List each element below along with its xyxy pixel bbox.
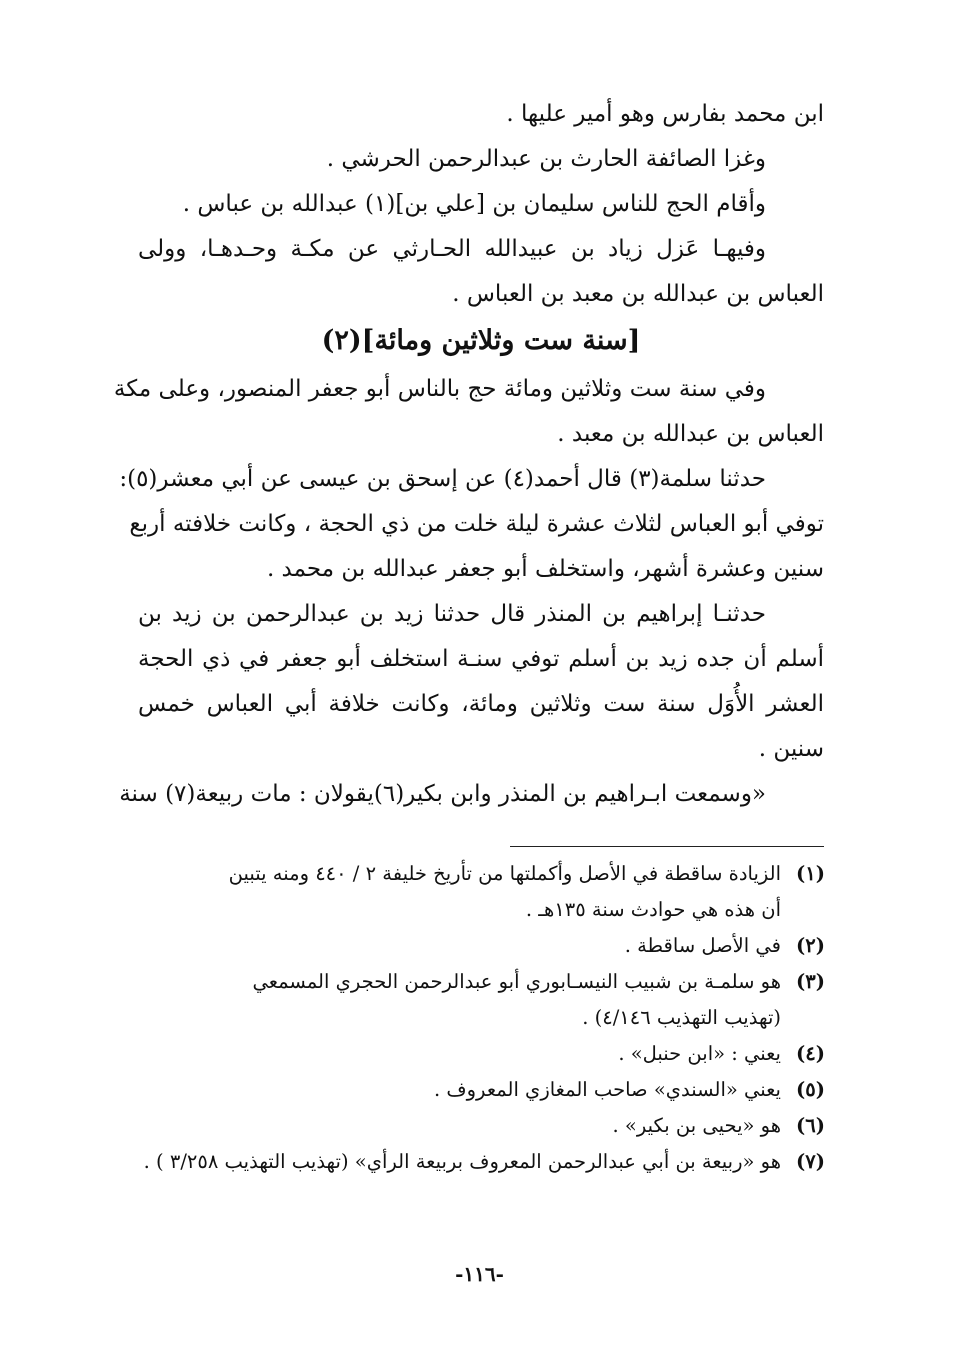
footnote-item <box>60 856 825 928</box>
footnote-number: (١) <box>796 862 825 885</box>
footnote-item <box>60 1036 825 1072</box>
footnote-body <box>60 1108 781 1144</box>
text-line: حدثنا سلمة(٣) قال أحمد(٤) عن إسحق بن عيسى عن أبي معشر(٥): <box>119 466 766 492</box>
main-text-block <box>113 92 824 817</box>
footnote-number: (٧) <box>796 1150 825 1173</box>
footnote-number: (٥) <box>796 1078 825 1101</box>
footnote-body <box>60 856 781 928</box>
footnote-item <box>60 928 825 964</box>
footnote-number: (٦) <box>796 1114 825 1137</box>
footnotes <box>60 856 825 1180</box>
footnote-item <box>60 1108 825 1144</box>
text-line: العباس بن عبدالله بن معبد . <box>557 421 824 447</box>
footnote-text: الزيادة ساقطة في الأصل وأكملتها من تأريخ خليفة ٢ / ٤٤٠ ومنه يتبين <box>228 862 781 885</box>
footnote-continuation: أن هذه هي حوادث سنة ١٣٥هـ . <box>525 898 781 921</box>
footnote-text: يعني : «ابن حنبل» . <box>618 1042 781 1065</box>
footnote-item <box>60 1072 825 1108</box>
text-line: «وسمعت ابـراهيم بن المنذر وابن بكير(٦)يقولان : مات ربيعة(٧) سنة <box>119 781 766 807</box>
footnote-body <box>60 964 781 1036</box>
footnote-text: هو «يحيى بن بكير» . <box>612 1114 781 1137</box>
footnote-item <box>60 1144 825 1180</box>
footnote-text: في الأصل ساقطة . <box>624 934 781 957</box>
footnote-number: (٤) <box>796 1042 825 1065</box>
text-line: ابن محمد بفارس وهو أمير عليها . <box>506 101 824 127</box>
footnote-text: يعني «السندي» صاحب المغازي المعروف . <box>434 1078 781 1101</box>
footnote-item <box>60 964 825 1036</box>
text-line: وأقام الحج للناس سليمان بن [علي بن](١) عبدالله بن عباس . <box>182 191 766 217</box>
text-line: أسلم أن جده زيد بن أسلم توفي سنـة استخلف أبو جعفر في ذي الحجة <box>138 646 824 672</box>
text-line: سنين . <box>758 736 824 762</box>
footnote-continuation: (تهذيب التهذيب ٤/١٤٦) . <box>582 1006 781 1029</box>
text-line: العشر الأُوَل سنة ست وثلاثين ومائة، وكانت خلافة أبي العباس خمس <box>138 691 824 717</box>
footnote-body <box>60 928 781 964</box>
footnote-text: هو «ربيعة بن أبي عبدالرحمن المعروف بربيعة الرأي» (تهذيب التهذيب ٣/٢٥٨ ) . <box>143 1150 781 1173</box>
text-line: وغزا الصائفة الحارث بن عبدالرحمن الحرشي . <box>326 146 766 172</box>
text-line: العباس بن عبدالله بن معبد بن العباس . <box>452 281 824 307</box>
footnote-divider <box>510 846 824 847</box>
footnote-body <box>60 1072 781 1108</box>
section-heading: [سنة ست وثلاثين ومائة](٢) <box>321 325 641 356</box>
text-line: وفي سنة ست وثلاثين ومائة حج بالناس أبو جعفر المنصور، وعلى مكة <box>113 376 766 402</box>
page-number: -١١٦- <box>455 1262 504 1286</box>
footnote-body <box>60 1036 781 1072</box>
text-line: وفيهـا عَزل زياد بن عبيدالله الحـارثي عن مكـة وحـدهـا، وولى <box>138 236 766 262</box>
text-line: توفي أبو العباس لثلاث عشرة ليلة خلت من ذي الحجة ، وكانت خلافته أربع <box>129 511 824 537</box>
footnote-number: (٢) <box>796 934 825 957</box>
text-line: حدثنـا إبراهيم بن المنذر قال حدثنا زيد بن عبدالرحمن بن زيد بن <box>138 601 766 627</box>
text-line: سنين وعشرة أشهر، واستخلف أبو جعفر عبدالله بن محمد . <box>266 556 824 582</box>
footnote-text: هو سلمـة بن شبيب النيسـابوري أبو عبدالرحمن الحجري المسمعي <box>252 970 781 993</box>
footnote-number: (٣) <box>796 970 825 993</box>
footnote-body <box>60 1144 781 1180</box>
